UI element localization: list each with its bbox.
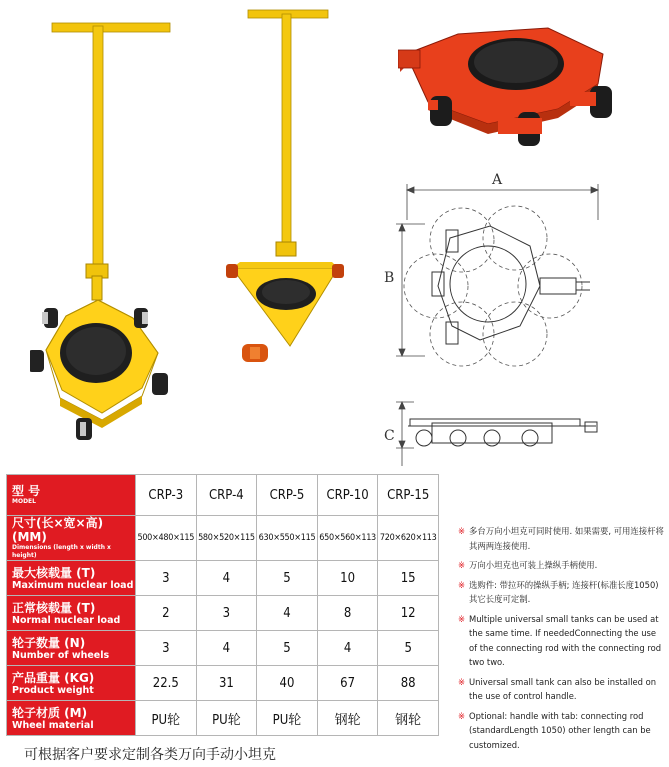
model-header: CRP-5 xyxy=(257,475,318,516)
table-cell: 5 xyxy=(378,631,439,666)
table-cell: 88 xyxy=(378,666,439,701)
row-label-en: Product weight xyxy=(12,684,94,696)
model-header: CRP-3 xyxy=(136,475,197,516)
product-photo-5-wheel xyxy=(30,18,190,448)
note-item xyxy=(458,524,665,553)
table-cell: 67 xyxy=(317,666,378,701)
table-cell: 3 xyxy=(136,561,197,596)
note-marker: ※ xyxy=(458,560,466,570)
row-label-en: Normal nuclear load xyxy=(12,614,121,626)
dimension-label-c: C xyxy=(384,428,395,444)
table-row-wheels xyxy=(7,631,439,666)
row-label-cn: 轮子数量 (N) xyxy=(12,635,86,650)
row-label-cell xyxy=(7,701,136,736)
row-label-cn: 尺寸(长×宽×高)(MM) xyxy=(12,516,104,544)
note-item xyxy=(458,675,665,704)
product-photo-3-wheel xyxy=(220,6,350,366)
table-cell: 8 xyxy=(317,596,378,631)
row-label-en: Wheel material xyxy=(12,719,94,731)
note-text: Optional: handle with tab: connecting rod (standardLength 1050) other length can be customized. xyxy=(469,710,651,750)
table-row-max-load xyxy=(7,561,439,596)
table-cell: 3 xyxy=(196,596,257,631)
note-text: Multiple universal small tanks can be used at the same time. If neededConnecting the use of the connecting rod with the connecting rod two two. xyxy=(469,613,662,667)
table-cell: 4 xyxy=(317,631,378,666)
table-cell: 4 xyxy=(196,631,257,666)
table-row-weight xyxy=(7,666,439,701)
bottom-caption: 可根据客户要求定制各类万向手动小坦克 xyxy=(24,747,276,763)
table-cell: 3 xyxy=(136,631,197,666)
row-label-cell xyxy=(7,596,136,631)
note-text: 万向小坦克也可装上操纵手柄使用. xyxy=(469,560,598,570)
dimension-label-b: B xyxy=(384,270,395,286)
row-label-en: Number of wheels xyxy=(12,649,110,661)
table-cell: 5 xyxy=(257,561,318,596)
technical-drawing xyxy=(380,176,620,476)
table-cell: 580×520×115 xyxy=(196,516,257,561)
note-marker: ※ xyxy=(458,613,466,624)
note-text: 选购件: 带拉环的操纵手柄; 连接杆(标准长度1050) 其它长度可定制. xyxy=(469,579,659,604)
notes-list xyxy=(458,524,665,757)
table-cell: PU轮 xyxy=(136,701,197,736)
table-row-model xyxy=(7,475,439,516)
table-cell: 5 xyxy=(257,631,318,666)
note-text: Universal small tank can also be installed on the use of control handle. xyxy=(469,676,657,701)
row-label-cell xyxy=(7,561,136,596)
dimension-label-a: A xyxy=(492,172,503,188)
table-cell: 500×480×115 xyxy=(136,516,197,561)
note-marker: ※ xyxy=(458,579,466,590)
note-item xyxy=(458,709,665,753)
table-cell: 720×620×113 xyxy=(378,516,439,561)
table-row-wheel-material xyxy=(7,701,439,736)
table-row-dimensions xyxy=(7,516,439,561)
row-label-cn: 最大核载量 (T) xyxy=(12,565,96,580)
note-item xyxy=(458,612,665,670)
model-header: CRP-15 xyxy=(378,475,439,516)
table-cell: 12 xyxy=(378,596,439,631)
row-label-cn: 轮子材质 (M) xyxy=(12,705,88,720)
model-header: CRP-4 xyxy=(196,475,257,516)
row-label-cn: 产品重量 (KG) xyxy=(12,670,95,685)
table-cell: 31 xyxy=(196,666,257,701)
note-item xyxy=(458,558,665,573)
row-label-cell xyxy=(7,666,136,701)
note-marker: ※ xyxy=(458,710,466,721)
product-photo-red-tank xyxy=(398,14,628,154)
row-label-cn: 正常核载量 (T) xyxy=(12,600,96,615)
model-label-en: MODEL xyxy=(12,498,36,505)
row-label-cell xyxy=(7,631,136,666)
row-label-cell xyxy=(7,516,136,561)
table-cell: 钢轮 xyxy=(378,701,439,736)
table-cell: 40 xyxy=(257,666,318,701)
table-cell: 2 xyxy=(136,596,197,631)
table-cell: 钢轮 xyxy=(317,701,378,736)
row-label-en: Maximum nuclear load xyxy=(12,579,134,591)
table-row-normal-load xyxy=(7,596,439,631)
table-cell: 650×560×113 xyxy=(317,516,378,561)
spec-table xyxy=(6,474,439,736)
note-marker: ※ xyxy=(458,526,466,536)
model-header: CRP-10 xyxy=(317,475,378,516)
model-label-cn: 型 号 xyxy=(12,484,41,498)
table-cell: 4 xyxy=(196,561,257,596)
note-text: 多台万向小坦克可同时使用. 如果需要, 可用连接杆将其两两连接使用. xyxy=(469,526,664,551)
table-cell: 15 xyxy=(378,561,439,596)
table-cell: PU轮 xyxy=(196,701,257,736)
table-cell: PU轮 xyxy=(257,701,318,736)
model-label-cell xyxy=(7,475,136,516)
row-label-en: Dimensions (length x width x height) xyxy=(12,544,111,559)
table-cell: 4 xyxy=(257,596,318,631)
note-item xyxy=(458,578,665,607)
table-cell: 10 xyxy=(317,561,378,596)
table-cell: 22.5 xyxy=(136,666,197,701)
table-cell: 630×550×115 xyxy=(257,516,318,561)
note-marker: ※ xyxy=(458,676,466,687)
